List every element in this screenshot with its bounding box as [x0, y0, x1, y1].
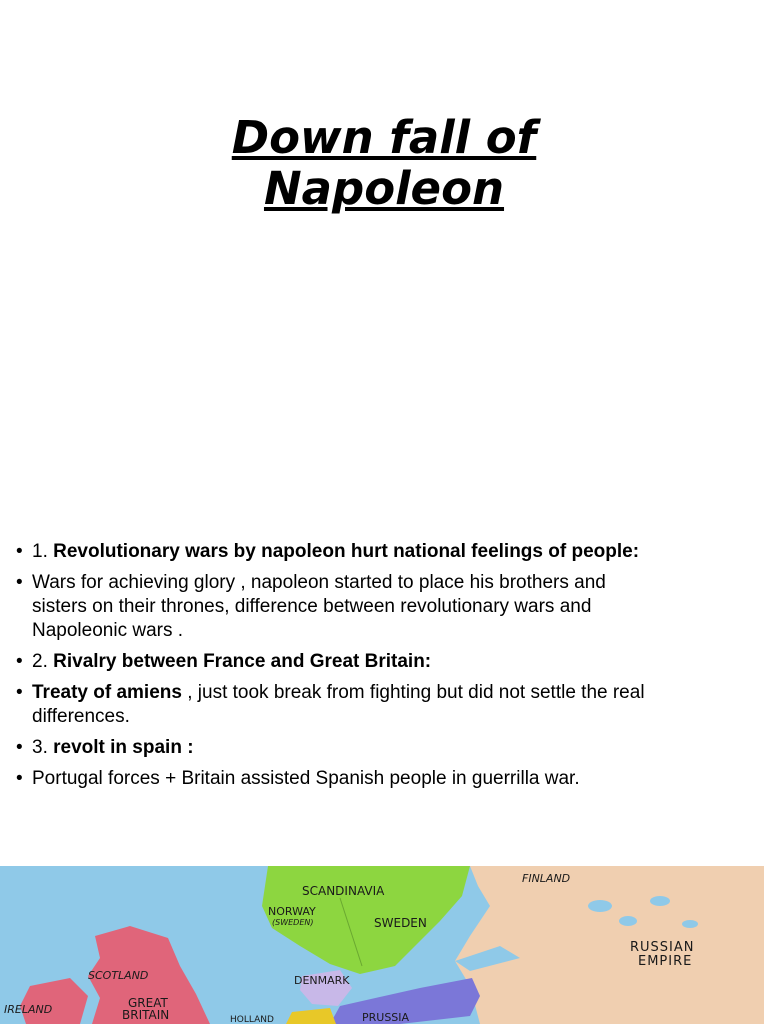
title-line-1: Down fall of — [231, 111, 537, 164]
bullet-text: Wars for achieving glory , napoleon started to place his brothers and sisters on their thrones, difference between revolutionary wars and Napoleonic wars . — [32, 572, 606, 641]
bullet-text: Portugal forces + Britain assisted Spanish people in guerrilla war. — [32, 768, 580, 789]
map-label-holland: HOLLAND — [230, 1015, 274, 1024]
lake-shape — [650, 896, 670, 906]
map-label-sweden: SWEDEN — [374, 916, 427, 930]
bullet-text: , just took break from fighting but did not settle the real differences. — [32, 682, 645, 727]
bullet-list — [16, 540, 656, 798]
map-label-finland: FINLAND — [522, 872, 571, 885]
lake-shape — [619, 916, 637, 926]
bullet-item — [16, 650, 656, 674]
bullet-prefix: 2. — [32, 651, 54, 672]
bullet-marker: • — [16, 541, 23, 562]
bullet-bold-text: Treaty of amiens — [32, 682, 182, 703]
bullet-marker: • — [16, 768, 23, 789]
bullet-item — [16, 767, 656, 791]
map-label-empire: EMPIRE — [638, 954, 693, 969]
bullet-prefix: 3. — [32, 737, 54, 758]
map-label-norway-sub: (SWEDEN) — [272, 918, 314, 927]
map-label-prussia: PRUSSIA — [362, 1011, 410, 1024]
bullet-marker: • — [16, 572, 23, 593]
lake-shape — [682, 920, 698, 928]
bullet-item — [16, 571, 656, 643]
bullet-prefix: 1. — [32, 541, 54, 562]
bullet-bold-text: Rivalry between France and Great Britain: — [53, 651, 432, 672]
bullet-item — [16, 736, 656, 760]
russia-region — [455, 866, 764, 1024]
map-label-russian: RUSSIAN — [630, 940, 695, 955]
map-label-denmark: DENMARK — [294, 974, 350, 987]
bullet-marker: • — [16, 651, 23, 672]
map-label-britain: BRITAIN — [122, 1008, 170, 1022]
bullet-bold-text: Revolutionary wars by napoleon hurt national feelings of people: — [53, 541, 640, 562]
europe-map-image — [0, 866, 764, 1024]
bullet-item — [16, 540, 656, 564]
map-label-norway: NORWAY — [268, 905, 316, 918]
map-label-ireland: IRELAND — [4, 1003, 53, 1016]
map-label-scandinavia: SCANDINAVIA — [302, 884, 385, 898]
bullet-bold-text: revolt in spain : — [53, 737, 194, 758]
bullet-marker: • — [16, 737, 23, 758]
europe-map-svg — [0, 866, 764, 1024]
bullet-item — [16, 681, 656, 729]
title-line-2: Napoleon — [263, 162, 505, 215]
map-label-great: GREAT — [128, 996, 168, 1010]
map-label-scotland: SCOTLAND — [88, 969, 149, 982]
bullet-marker: • — [16, 682, 23, 703]
page-title — [0, 112, 768, 214]
lake-shape — [588, 900, 612, 912]
